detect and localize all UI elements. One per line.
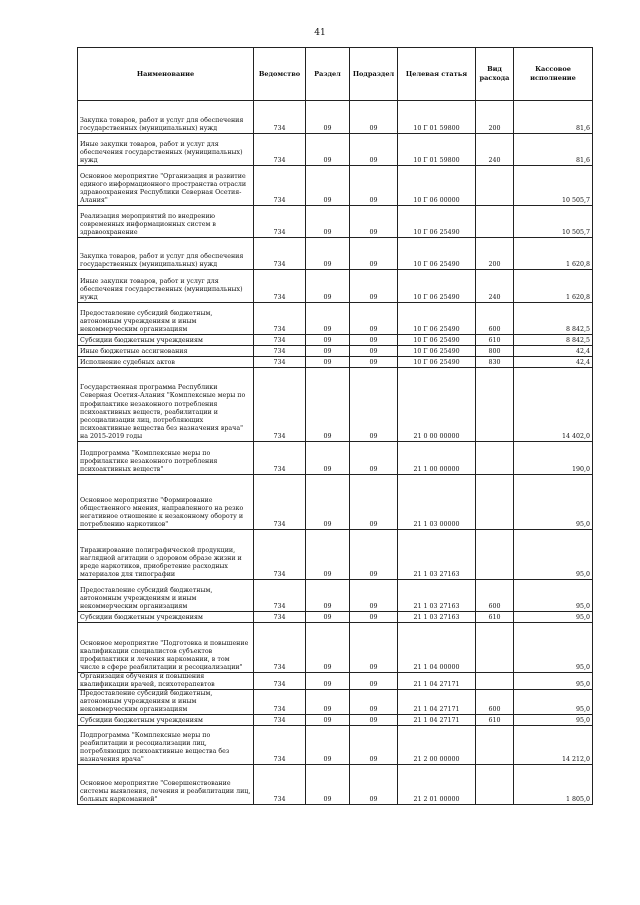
row-amount: 14 402,0 — [514, 368, 593, 442]
table-row — [78, 101, 593, 134]
row-name: Государственная программа Республики Северная Осетия-Алания "Комплексные меры по профилактике незаконного потребления психоактивных веществ, реабилитации и ресоциализации лиц, потребляющих психоактивные вещества без назначения врача" на 2015-2019 годы — [78, 368, 254, 442]
row-name: Основное мероприятие "Организация и развитие единого информационного пространства отрасли здравоохранения Республики Северная Осетия-Алания" — [78, 166, 254, 206]
row-department: 734 — [254, 715, 306, 726]
table-row — [78, 673, 593, 690]
row-subsection: 09 — [350, 357, 398, 368]
row-name: Подпрограмма "Комплексные меры по реабилитации и ресоциализации лиц, потребляющих психоактивные вещества без назначения врача" — [78, 726, 254, 765]
table-row — [78, 206, 593, 238]
row-subsection: 09 — [350, 673, 398, 690]
table-row — [78, 335, 593, 346]
table-row — [78, 623, 593, 673]
header-expense-type: Вид расхода — [476, 48, 514, 101]
row-target-article: 21 2 00 00000 — [398, 726, 476, 765]
table-row — [78, 166, 593, 206]
row-target-article: 10 Г 06 25490 — [398, 346, 476, 357]
table-row — [78, 303, 593, 335]
row-name: Закупка товаров, работ и услуг для обеспечения государственных (муниципальных) нужд — [78, 238, 254, 270]
row-department: 734 — [254, 335, 306, 346]
row-name: Основное мероприятие "Подготовка и повышение квалификации специалистов субъектов профилактики и лечения наркомании, в том числе в сфере реабилитации и ресоциализации" — [78, 623, 254, 673]
row-subsection: 09 — [350, 368, 398, 442]
table-row — [78, 715, 593, 726]
row-department: 734 — [254, 101, 306, 134]
table-row — [78, 475, 593, 530]
table-row — [78, 530, 593, 580]
row-amount: 95,0 — [514, 612, 593, 623]
row-target-article: 10 Г 06 25490 — [398, 357, 476, 368]
table-row — [78, 442, 593, 475]
page-number: 41 — [314, 28, 326, 38]
row-name: Иные бюджетные ассигнования — [78, 346, 254, 357]
row-target-article: 21 1 03 27163 — [398, 612, 476, 623]
table-row — [78, 238, 593, 270]
header-section: Раздел — [306, 48, 350, 101]
row-section: 09 — [306, 270, 350, 303]
row-subsection: 09 — [350, 726, 398, 765]
row-subsection: 09 — [350, 303, 398, 335]
row-section: 09 — [306, 690, 350, 715]
row-section: 09 — [306, 726, 350, 765]
row-section: 09 — [306, 238, 350, 270]
row-section: 09 — [306, 765, 350, 805]
row-target-article: 10 Г 06 25490 — [398, 303, 476, 335]
row-department: 734 — [254, 690, 306, 715]
table-row — [78, 357, 593, 368]
table-row — [78, 580, 593, 612]
row-department: 734 — [254, 238, 306, 270]
table-row — [78, 612, 593, 623]
row-target-article: 10 Г 01 59800 — [398, 101, 476, 134]
row-department: 734 — [254, 673, 306, 690]
row-expense-type — [476, 530, 514, 580]
row-department: 734 — [254, 357, 306, 368]
row-amount: 95,0 — [514, 623, 593, 673]
row-name: Организация обучения и повышения квалификации врачей, психотерапевтов — [78, 673, 254, 690]
row-amount: 1 805,0 — [514, 765, 593, 805]
row-section: 09 — [306, 206, 350, 238]
row-amount: 10 505,7 — [514, 206, 593, 238]
row-target-article: 21 1 04 27171 — [398, 690, 476, 715]
row-subsection: 09 — [350, 530, 398, 580]
table-row — [78, 346, 593, 357]
row-expense-type — [476, 442, 514, 475]
row-name: Исполнение судебных актов — [78, 357, 254, 368]
row-target-article: 21 1 03 00000 — [398, 475, 476, 530]
row-target-article: 21 1 00 00000 — [398, 442, 476, 475]
row-amount: 95,0 — [514, 580, 593, 612]
row-department: 734 — [254, 166, 306, 206]
row-amount: 95,0 — [514, 475, 593, 530]
row-expense-type — [476, 166, 514, 206]
row-department: 734 — [254, 442, 306, 475]
row-amount: 1 620,8 — [514, 270, 593, 303]
row-target-article: 21 1 04 27171 — [398, 673, 476, 690]
row-section: 09 — [306, 715, 350, 726]
row-amount: 81,6 — [514, 134, 593, 166]
row-name: Предоставление субсидий бюджетным, автономным учреждениям и иным некоммерческим организациям — [78, 303, 254, 335]
row-department: 734 — [254, 765, 306, 805]
table-row — [78, 690, 593, 715]
row-department: 734 — [254, 346, 306, 357]
row-expense-type: 600 — [476, 303, 514, 335]
row-amount: 95,0 — [514, 690, 593, 715]
row-section: 09 — [306, 673, 350, 690]
row-section: 09 — [306, 134, 350, 166]
table-row — [78, 765, 593, 805]
row-department: 734 — [254, 726, 306, 765]
row-section: 09 — [306, 530, 350, 580]
row-name: Реализация мероприятий по внедрению современных информационных систем в здравоохранение — [78, 206, 254, 238]
row-section: 09 — [306, 580, 350, 612]
row-expense-type: 610 — [476, 715, 514, 726]
row-subsection: 09 — [350, 690, 398, 715]
row-expense-type: 200 — [476, 101, 514, 134]
row-target-article: 10 Г 06 00000 — [398, 166, 476, 206]
row-department: 734 — [254, 475, 306, 530]
row-section: 09 — [306, 101, 350, 134]
row-target-article: 10 Г 06 25490 — [398, 206, 476, 238]
row-subsection: 09 — [350, 612, 398, 623]
row-name: Закупка товаров, работ и услуг для обеспечения государственных (муниципальных) нужд — [78, 101, 254, 134]
row-expense-type: 800 — [476, 346, 514, 357]
row-target-article: 10 Г 06 25490 — [398, 270, 476, 303]
header-name: Наименование — [78, 48, 254, 101]
row-expense-type — [476, 623, 514, 673]
row-section: 09 — [306, 475, 350, 530]
row-name: Субсидии бюджетным учреждениям — [78, 335, 254, 346]
row-name: Основное мероприятие "Совершенствование системы выявления, лечения и реабилитации лиц, больных наркоманией" — [78, 765, 254, 805]
row-section: 09 — [306, 357, 350, 368]
table-body — [78, 101, 593, 805]
row-target-article: 21 0 00 00000 — [398, 368, 476, 442]
row-subsection: 09 — [350, 715, 398, 726]
row-subsection: 09 — [350, 335, 398, 346]
row-department: 734 — [254, 368, 306, 442]
row-expense-type: 240 — [476, 134, 514, 166]
row-department: 734 — [254, 612, 306, 623]
row-department: 734 — [254, 270, 306, 303]
row-name: Подпрограмма "Комплексные меры по профилактике незаконного потребления психоактивных веществ" — [78, 442, 254, 475]
row-subsection: 09 — [350, 206, 398, 238]
row-section: 09 — [306, 166, 350, 206]
row-subsection: 09 — [350, 765, 398, 805]
table-row — [78, 134, 593, 166]
header-cash-execution: Кассовое исполнение — [514, 48, 593, 101]
row-expense-type: 600 — [476, 690, 514, 715]
row-subsection: 09 — [350, 270, 398, 303]
row-section: 09 — [306, 442, 350, 475]
row-subsection: 09 — [350, 101, 398, 134]
row-amount: 14 212,0 — [514, 726, 593, 765]
row-name: Субсидии бюджетным учреждениям — [78, 612, 254, 623]
row-department: 734 — [254, 530, 306, 580]
row-expense-type: 240 — [476, 270, 514, 303]
row-subsection: 09 — [350, 475, 398, 530]
row-expense-type: 610 — [476, 612, 514, 623]
row-amount: 8 842,5 — [514, 303, 593, 335]
row-target-article: 10 Г 06 25490 — [398, 335, 476, 346]
row-amount: 8 842,5 — [514, 335, 593, 346]
row-expense-type — [476, 475, 514, 530]
header-subsection: Подраздел — [350, 48, 398, 101]
row-expense-type — [476, 673, 514, 690]
row-department: 734 — [254, 623, 306, 673]
row-subsection: 09 — [350, 346, 398, 357]
row-expense-type — [476, 726, 514, 765]
row-target-article: 10 Г 01 59800 — [398, 134, 476, 166]
row-amount: 10 505,7 — [514, 166, 593, 206]
row-subsection: 09 — [350, 166, 398, 206]
row-target-article: 10 Г 06 25490 — [398, 238, 476, 270]
row-expense-type — [476, 206, 514, 238]
row-target-article: 21 1 03 27163 — [398, 580, 476, 612]
row-subsection: 09 — [350, 442, 398, 475]
row-target-article: 21 1 03 27163 — [398, 530, 476, 580]
row-amount: 95,0 — [514, 715, 593, 726]
row-name: Субсидии бюджетным учреждениям — [78, 715, 254, 726]
row-section: 09 — [306, 303, 350, 335]
row-target-article: 21 1 04 00000 — [398, 623, 476, 673]
budget-table — [77, 47, 593, 805]
row-amount: 190,0 — [514, 442, 593, 475]
row-section: 09 — [306, 346, 350, 357]
row-name: Иные закупки товаров, работ и услуг для обеспечения государственных (муниципальных) нужд — [78, 270, 254, 303]
row-name: Иные закупки товаров, работ и услуг для обеспечения государственных (муниципальных) нужд — [78, 134, 254, 166]
row-expense-type: 600 — [476, 580, 514, 612]
row-target-article: 21 2 01 00000 — [398, 765, 476, 805]
row-target-article: 21 1 04 27171 — [398, 715, 476, 726]
row-subsection: 09 — [350, 623, 398, 673]
row-subsection: 09 — [350, 238, 398, 270]
row-expense-type: 830 — [476, 357, 514, 368]
row-department: 734 — [254, 580, 306, 612]
table-row — [78, 726, 593, 765]
row-department: 734 — [254, 303, 306, 335]
row-amount: 1 620,8 — [514, 238, 593, 270]
row-section: 09 — [306, 368, 350, 442]
row-expense-type — [476, 765, 514, 805]
row-name: Предоставление субсидий бюджетным, автономным учреждениям и иным некоммерческим организациям — [78, 580, 254, 612]
row-amount: 42,4 — [514, 357, 593, 368]
row-subsection: 09 — [350, 134, 398, 166]
row-amount: 95,0 — [514, 530, 593, 580]
row-expense-type: 200 — [476, 238, 514, 270]
row-name: Тиражирование полиграфической продукции, наглядной агитации о здоровом образе жизни и вреде наркотиков, приобретение расходных материалов для типографии — [78, 530, 254, 580]
table-row — [78, 368, 593, 442]
row-amount: 95,0 — [514, 673, 593, 690]
row-amount: 81,6 — [514, 101, 593, 134]
row-department: 734 — [254, 206, 306, 238]
row-section: 09 — [306, 335, 350, 346]
row-name: Предоставление субсидий бюджетным, автономным учреждениям и иным некоммерческим организациям — [78, 690, 254, 715]
table-row — [78, 270, 593, 303]
table-header-row — [78, 48, 593, 101]
row-expense-type — [476, 368, 514, 442]
row-section: 09 — [306, 623, 350, 673]
row-amount: 42,4 — [514, 346, 593, 357]
row-subsection: 09 — [350, 580, 398, 612]
row-expense-type: 610 — [476, 335, 514, 346]
header-target-article: Целевая статья — [398, 48, 476, 101]
row-name: Основное мероприятие "Формирование общественного мнения, направленного на резко негативное отношение к незаконному обороту и потреблению наркотиков" — [78, 475, 254, 530]
header-department: Ведомство — [254, 48, 306, 101]
row-department: 734 — [254, 134, 306, 166]
row-section: 09 — [306, 612, 350, 623]
